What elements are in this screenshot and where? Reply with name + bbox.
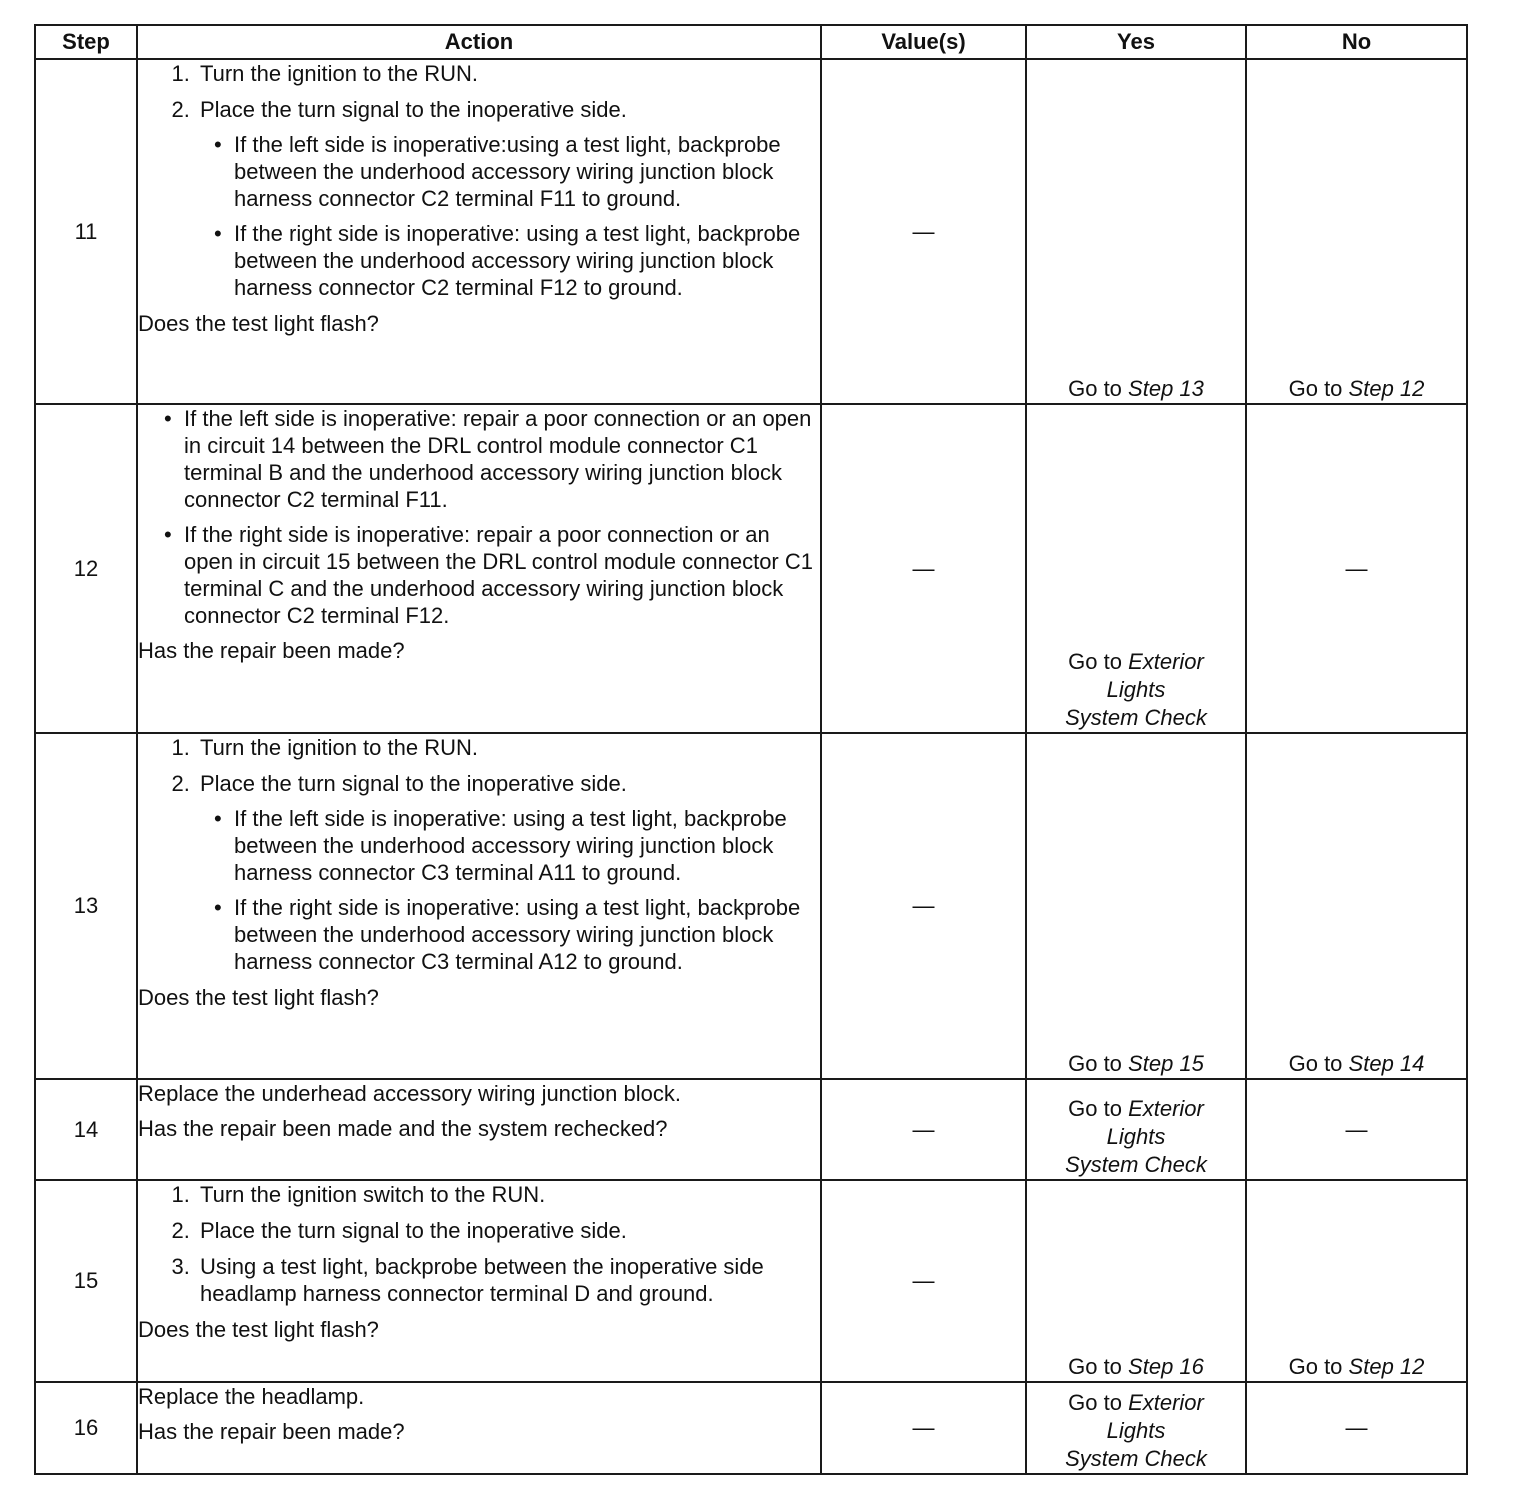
action-bullet: • If the right side is inoperative: repair a poor connection or an open in circuit 15 between the DRL control module connector C1 terminal C and the underhood accessory wiring junction block connector C2 terminal F12. [184,521,820,629]
step-number: 11 [35,59,137,404]
no-cell[interactable]: Go to Step 12 [1246,59,1467,404]
action-step: 2. Place the turn signal to the inoperative side. • If the left side is inoperative: using a test light, backprobe between the underhood accessory wiring junction block harness connector C3 terminal A11 to ground. • If the right side is inoperative: using a test light, backprobe between the underhood accessory wiring junction block harness connector C3 terminal A12 to ground. [196,770,820,975]
action-question: Does the test light flash? [138,985,379,1010]
yes-cell[interactable]: Go to Step 15 [1026,733,1246,1079]
step-number: 13 [35,733,137,1079]
value-cell: — [821,1180,1026,1382]
yes-cell[interactable]: Go to Exterior Lights System Check [1026,1382,1246,1474]
action-step: 1. Turn the ignition switch to the RUN. [196,1181,820,1208]
value-cell: — [821,404,1026,733]
action-question: Has the repair been made? [138,1419,405,1444]
action-cell [137,1382,821,1474]
step-number: 12 [35,404,137,733]
value-cell: — [821,733,1026,1079]
action-cell [137,404,821,733]
header-values: Value(s) [821,25,1026,59]
yes-cell[interactable]: Go to Step 13 [1026,59,1246,404]
action-step: 3. Using a test light, backprobe between the inoperative side headlamp harness connector terminal D and ground. [196,1253,820,1307]
table-row [35,404,1467,733]
action-question: Has the repair been made and the system rechecked? [138,1116,668,1141]
action-bullet: • If the right side is inoperative: using a test light, backprobe between the underhood accessory wiring junction block harness connector C2 terminal F12 to ground. [234,220,820,301]
no-cell[interactable]: Go to Step 12 [1246,1180,1467,1382]
action-step: 2. Place the turn signal to the inoperative side. [196,1217,820,1244]
header-no: No [1246,25,1467,59]
no-cell: — [1246,404,1467,733]
no-cell[interactable]: Go to Step 14 [1246,733,1467,1079]
action-bullet: • If the left side is inoperative: using a test light, backprobe between the underhood accessory wiring junction block harness connector C3 terminal A11 to ground. [234,805,820,886]
action-text: Replace the underhead accessory wiring junction block. [138,1081,681,1106]
table-row [35,59,1467,404]
value-cell: — [821,1382,1026,1474]
table-row [35,1079,1467,1180]
no-cell: — [1246,1079,1467,1180]
action-bullet: • If the left side is inoperative: repair a poor connection or an open in circuit 14 between the DRL control module connector C1 terminal B and the underhood accessory wiring junction block connector C2 terminal F11. [184,405,820,513]
action-step: 1. Turn the ignition to the RUN. [196,734,820,761]
table-row [35,1382,1467,1474]
header-row [35,25,1467,59]
step-number: 16 [35,1382,137,1474]
action-cell [137,1180,821,1382]
value-cell: — [821,59,1026,404]
step-number: 14 [35,1079,137,1180]
step-number: 15 [35,1180,137,1382]
table-row [35,733,1467,1079]
yes-cell[interactable]: Go to Step 16 [1026,1180,1246,1382]
diagnostic-table [34,24,1468,1475]
header-step: Step [35,25,137,59]
yes-cell[interactable]: Go to Exterior Lights System Check [1026,404,1246,733]
value-cell: — [821,1079,1026,1180]
header-action: Action [137,25,821,59]
action-cell [137,59,821,404]
action-question: Does the test light flash? [138,311,379,336]
yes-cell[interactable]: Go to Exterior Lights System Check [1026,1079,1246,1180]
action-text: Replace the headlamp. [138,1384,365,1409]
action-bullet: • If the right side is inoperative: using a test light, backprobe between the underhood accessory wiring junction block harness connector C3 terminal A12 to ground. [234,894,820,975]
action-step: 1. Turn the ignition to the RUN. [196,60,820,87]
action-question: Has the repair been made? [138,638,405,663]
no-cell: — [1246,1382,1467,1474]
header-yes: Yes [1026,25,1246,59]
action-bullet: • If the left side is inoperative:using a test light, backprobe between the underhood accessory wiring junction block harness connector C2 terminal F11 to ground. [234,131,820,212]
action-cell [137,1079,821,1180]
action-step: 2. Place the turn signal to the inoperative side. • If the left side is inoperative:using a test light, backprobe between the underhood accessory wiring junction block harness connector C2 terminal F11 to ground. • If the right side is inoperative: using a test light, backprobe between the underhood accessory wiring junction block harness connector C2 terminal F12 to ground. [196,96,820,301]
table-row [35,1180,1467,1382]
action-question: Does the test light flash? [138,1317,379,1342]
action-cell [137,733,821,1079]
